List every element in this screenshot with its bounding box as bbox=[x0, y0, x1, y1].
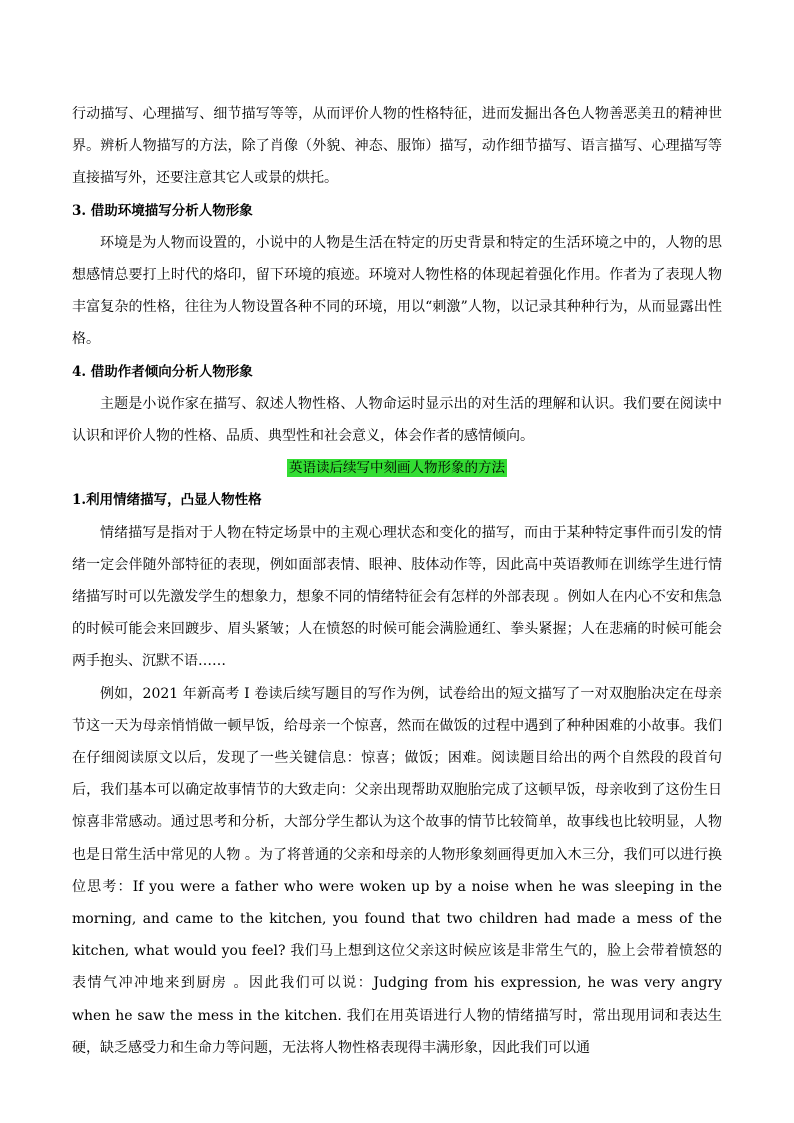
paragraph-theme: 主题是小说作家在描写、叙述人物性格、人物命运时显示出的对生活的理解和认识。我们要在阅读中认识和评价人物的性格、品质、典型性和社会意义，体会作者的感情倾向。 bbox=[72, 395, 722, 445]
section-banner-text: 英语读后续写中刻画人物形象的方法 bbox=[289, 460, 505, 477]
paragraph-example: 例如，2021 年新高考 I 卷读后续写题目的写作为例，试卷给出的短文描写了一对双胞胎决定在母亲节这一天为母亲悄悄做一顿早饭，给母亲一个惊喜，然而在做饭的过程中遇到了种种困难的小故事。我们在仔细阅读原文以后，发现了一些关键信息：惊喜；做饭；困难。阅读题目给出的两个自然段的段首句后，我们基本可以确定故事情节的大致走向：父亲出现帮助双胞胎完成了这顿早饭，母亲收到了这份生日惊喜非常感动。通过思考和分析，大部分学生都认为这个故事的情节比较简单，故事线也比较明显，人物也是日常生活中常见的人物 。为了将普通的父亲和母亲的人物形象刻画得更加入木三分，我们可以进行换位思考：If you were a father who were woken up by a noise when he was sleeping in the morning, and came to the kitchen, you found that two children had made a mess of the kitchen, what would you feel? 我们马上想到这位父亲这时候应该是非常生气的，脸上会带着愤怒的表情气冲冲地来到厨房 。因此我们可以说：Judging from his expression, he was very angry when he saw the mess in the kitchen. 我们在用英语进行人物的情绪描写时，常出现用词和表达生硬，缺乏感受力和生命力等问题，无法将人物性格表现得丰满形象，因此我们可以通 bbox=[72, 685, 722, 1056]
section-banner bbox=[72, 452, 722, 484]
heading-author-tendency: 4. 借助作者倾向分析人物形象 bbox=[72, 363, 253, 380]
paragraph-emotion: 情绪描写是指对于人物在特定场景中的主观心理状态和变化的描写，而由于某种特定事件而引发的情绪一定会伴随外部特征的表现，例如面部表情、眼神、肢体动作等，因此高中英语教师在训练学生进行情绪描写时可以先激发学生的想象力，想象不同的情绪特征会有怎样的外部表现 。例如人在内心不安和焦急的时候可能会来回踱步、眉头紧皱；人在愤怒的时候可能会满脸通红、拳头紧握；人在悲痛的时候可能会两手抱头、沉默不语…… bbox=[72, 524, 722, 670]
document-body bbox=[72, 98, 722, 1064]
paragraph-character-description: 行动描写、心理描写、细节描写等等，从而评价人物的性格特征，进而发掘出各色人物善恶美丑的精神世界。辨析人物描写的方法，除了肖像（外貌、神态、服饰）描写，动作细节描写、语言描写、心理描写等直接描写外，还要注意其它人或景的烘托。 bbox=[72, 106, 722, 187]
heading-emotion-description: 1.利用情绪描写，凸显人物性格 bbox=[72, 492, 262, 509]
paragraph-environment: 环境是为人物而设置的，小说中的人物是生活在特定的历史背景和特定的生活环境之中的，人物的思想感情总要打上时代的烙印，留下环境的痕迹。环境对人物性格的体现起着强化作用。作者为了表现人物丰富复杂的性格，往往为人物设置各种不同的环境，用以“刺激”人物，以记录其种种行为，从而显露出性格。 bbox=[72, 234, 722, 348]
heading-environment-analysis: 3. 借助环境描写分析人物形象 bbox=[72, 202, 253, 219]
